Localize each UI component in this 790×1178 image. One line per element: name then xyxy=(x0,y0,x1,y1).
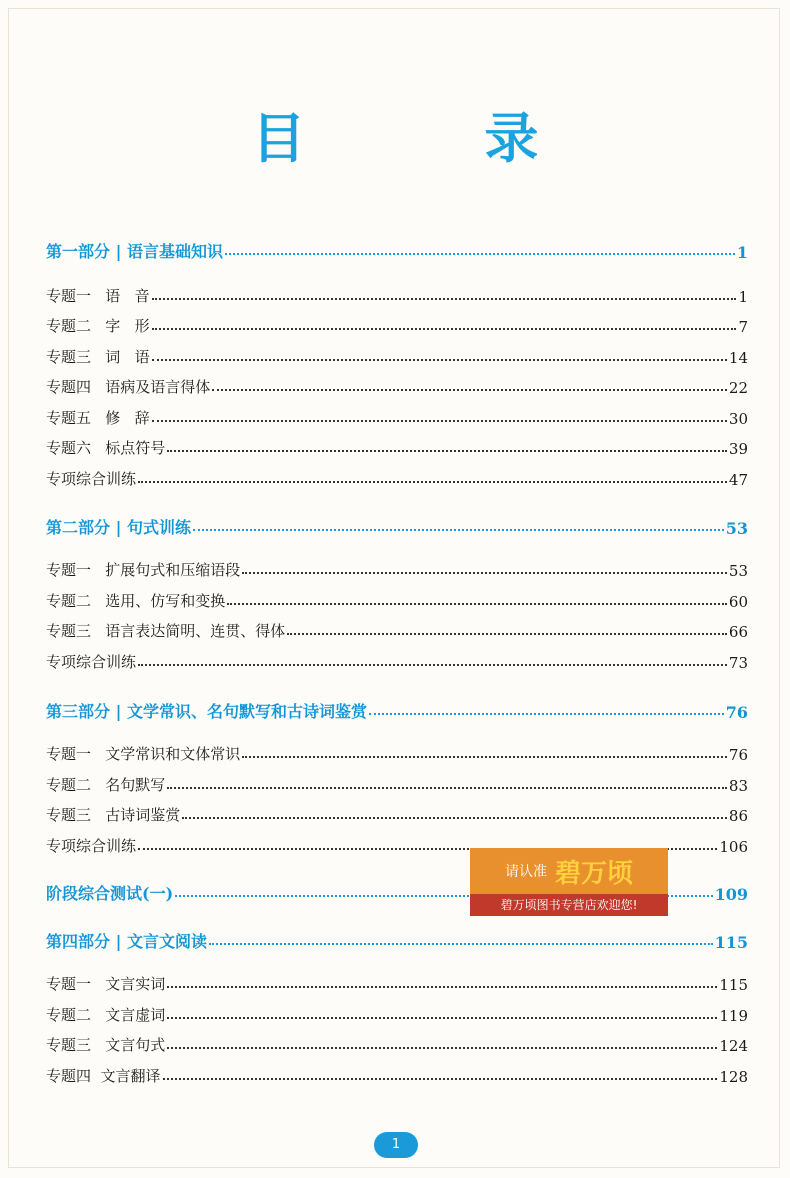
watermark-brand: 碧万顷 xyxy=(554,858,633,889)
toc-item-row[interactable] xyxy=(46,1062,748,1086)
dot-leader xyxy=(152,359,727,361)
toc-entry-label: 阶段综合测试(一) xyxy=(46,884,174,903)
toc-entry-label: 专题一 语 音 xyxy=(46,287,150,305)
toc-entry-label: 专题四 文言翻译 xyxy=(46,1067,161,1085)
toc-section-row[interactable] xyxy=(46,510,748,538)
toc-item-row[interactable] xyxy=(46,556,748,580)
toc-entry-page: 53 xyxy=(728,562,748,580)
watermark-hint: 请认准 xyxy=(504,864,547,880)
toc-entry-label: 专题二 文言虚词 xyxy=(46,1006,166,1024)
dot-leader xyxy=(167,787,727,789)
dot-leader xyxy=(225,253,735,255)
dot-leader xyxy=(182,817,727,819)
dot-leader xyxy=(138,664,727,666)
toc-item-row[interactable] xyxy=(46,740,748,764)
toc-entry-page: 53 xyxy=(725,519,748,538)
toc-entry-label: 专项综合训练 xyxy=(46,470,137,488)
toc-entry-label: 专题三 语言表达简明、连贯、得体 xyxy=(46,622,286,640)
toc-entry-page: 119 xyxy=(719,1007,748,1025)
dot-leader xyxy=(242,756,727,758)
toc-item-row[interactable] xyxy=(46,648,748,672)
dot-leader xyxy=(163,1078,718,1080)
watermark-sub: 碧万顷图书专营店欢迎您! xyxy=(470,894,668,916)
toc-item-row[interactable] xyxy=(46,801,748,825)
toc-entry-page: 109 xyxy=(714,885,748,904)
toc-entry-label: 第三部分 | 文学常识、名句默写和古诗词鉴赏 xyxy=(46,702,367,721)
toc-entry-label: 专题一 文学常识和文体常识 xyxy=(46,745,241,763)
toc-item-row[interactable] xyxy=(46,587,748,611)
toc-entry-label: 专题二 字 形 xyxy=(46,317,150,335)
toc-item-row[interactable] xyxy=(46,282,748,306)
toc-item-row[interactable] xyxy=(46,465,748,489)
toc-section-row[interactable] xyxy=(46,694,748,722)
dot-leader xyxy=(152,328,737,330)
toc-entry-label: 第二部分 | 句式训练 xyxy=(46,518,191,537)
toc-item-row[interactable] xyxy=(46,1001,748,1025)
toc-entry-page: 66 xyxy=(728,623,748,641)
dot-leader xyxy=(167,1017,717,1019)
dot-leader xyxy=(209,943,713,945)
dot-leader xyxy=(167,986,717,988)
dot-leader xyxy=(138,481,727,483)
toc-item-row[interactable] xyxy=(46,373,748,397)
toc-entry-label: 专题一 扩展句式和压缩语段 xyxy=(46,561,241,579)
toc-entry-label: 专项综合训练 xyxy=(46,653,137,671)
dot-leader xyxy=(152,298,737,300)
toc-entry-label: 专题三 古诗词鉴赏 xyxy=(46,806,181,824)
page-number-badge: 1 xyxy=(374,1132,418,1158)
toc-entry-label: 专题三 词 语 xyxy=(46,348,150,366)
dot-leader xyxy=(369,713,724,715)
toc-entry-page: 14 xyxy=(728,349,748,367)
toc-entry-page: 86 xyxy=(728,807,748,825)
dot-leader xyxy=(167,450,727,452)
toc-entry-label: 第四部分 | 文言文阅读 xyxy=(46,932,207,951)
toc-entry-page: 83 xyxy=(728,777,748,795)
dot-leader xyxy=(212,389,727,391)
toc-entry-page: 47 xyxy=(728,471,748,489)
toc-entry-page: 1 xyxy=(738,288,748,306)
toc-entry-label: 专题三 文言句式 xyxy=(46,1036,166,1054)
dot-leader xyxy=(287,633,727,635)
toc-entry-label: 专项综合训练 xyxy=(46,837,137,855)
dot-leader xyxy=(227,603,727,605)
toc-entry-page: 1 xyxy=(736,243,748,262)
dot-leader xyxy=(242,572,727,574)
shop-watermark xyxy=(470,848,668,918)
toc-entry-label: 专题二 名句默写 xyxy=(46,776,166,794)
toc-entry-label: 专题五 修 辞 xyxy=(46,409,150,427)
toc-item-row[interactable] xyxy=(46,617,748,641)
dot-leader xyxy=(167,1047,717,1049)
toc-entry-label: 第一部分 | 语言基础知识 xyxy=(46,242,223,261)
toc-entry-label: 专题二 选用、仿写和变换 xyxy=(46,592,226,610)
toc-section-row[interactable] xyxy=(46,234,748,262)
toc-entry-page: 60 xyxy=(728,593,748,611)
toc-entry-page: 128 xyxy=(719,1068,748,1086)
toc-entry-page: 73 xyxy=(728,654,748,672)
page-title: 目 录 xyxy=(251,107,619,170)
toc-item-row[interactable] xyxy=(46,970,748,994)
toc-entry-page: 106 xyxy=(719,838,748,856)
toc-entry-page: 76 xyxy=(725,703,748,722)
toc-item-row[interactable] xyxy=(46,434,748,458)
toc-entry-label: 专题六 标点符号 xyxy=(46,439,166,457)
dot-leader xyxy=(152,420,727,422)
toc-item-row[interactable] xyxy=(46,343,748,367)
toc-item-row[interactable] xyxy=(46,1031,748,1055)
toc-entry-label: 专题四 语病及语言得体 xyxy=(46,378,211,396)
toc-entry-page: 115 xyxy=(714,933,748,952)
toc-entry-page: 124 xyxy=(719,1037,748,1055)
toc-item-row[interactable] xyxy=(46,404,748,428)
toc-entry-page: 22 xyxy=(728,379,748,397)
toc-entry-page: 30 xyxy=(728,410,748,428)
toc-item-row[interactable] xyxy=(46,771,748,795)
toc-entry-page: 7 xyxy=(738,318,748,336)
toc-item-row[interactable] xyxy=(46,312,748,336)
toc-entry-page: 76 xyxy=(728,746,748,764)
toc-entry-page: 115 xyxy=(719,976,748,994)
dot-leader xyxy=(193,529,724,531)
toc-entry-page: 39 xyxy=(728,440,748,458)
toc-section-row[interactable] xyxy=(46,924,748,952)
toc-entry-label: 专题一 文言实词 xyxy=(46,975,166,993)
